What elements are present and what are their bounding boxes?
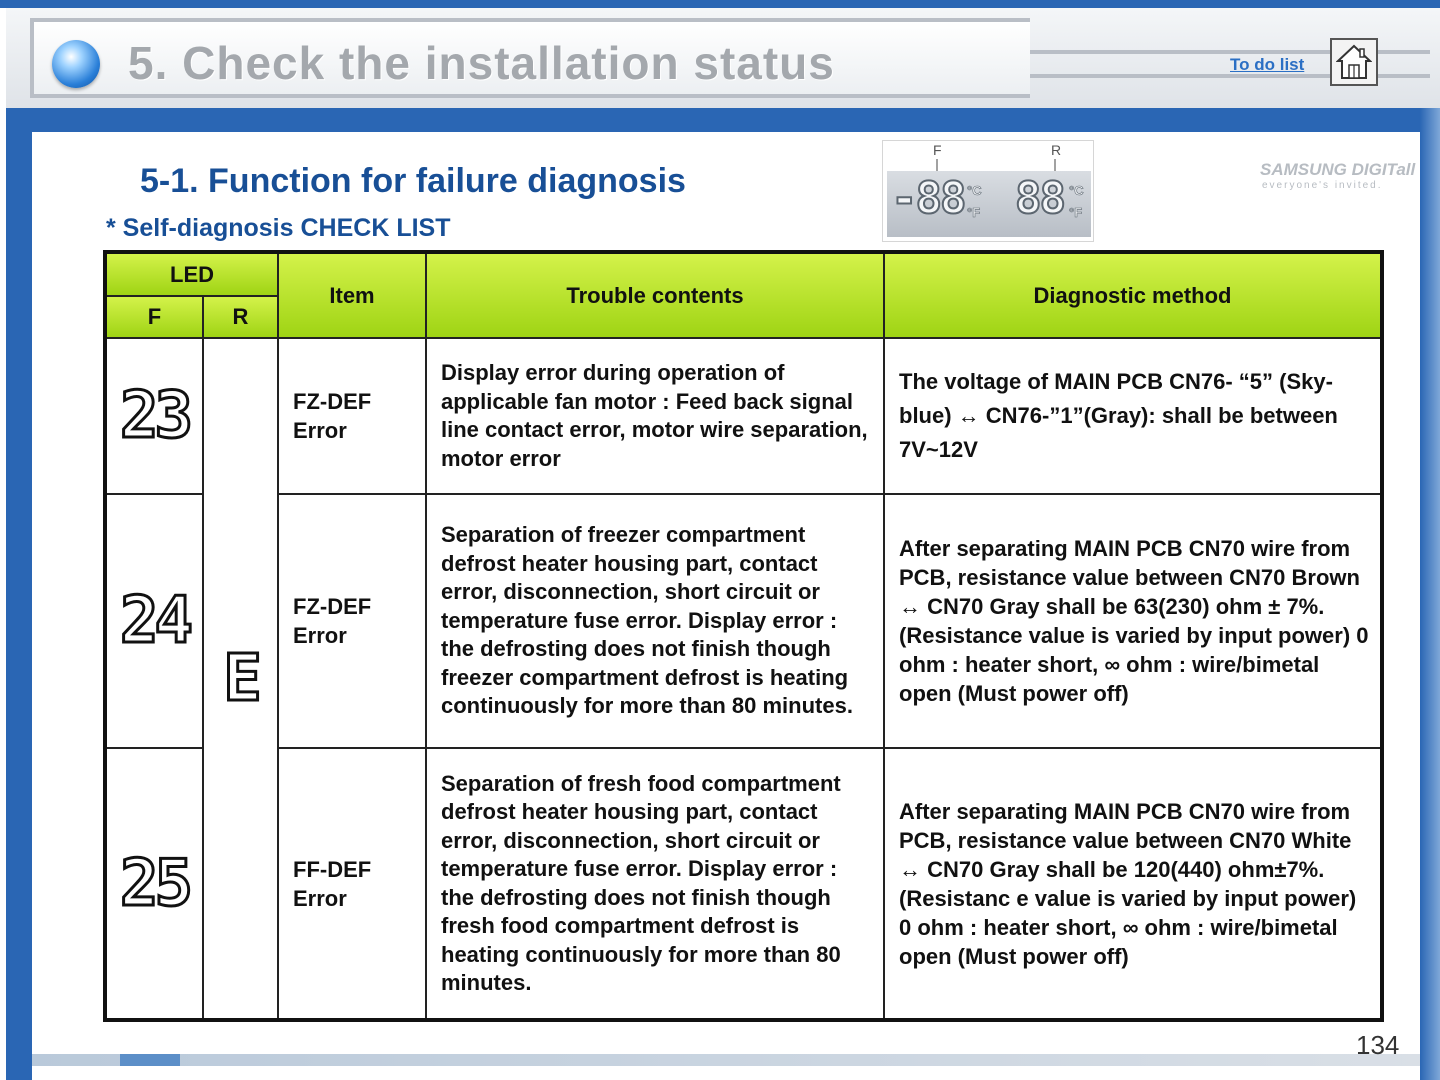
header-led: LED: [105, 252, 278, 296]
item-cell: [278, 494, 426, 748]
title-bullet-icon: [52, 40, 100, 88]
method-cell: The voltage of MAIN PCB CN76- “5” (Sky-blue) ↔ CN76-”1”(Gray): shall be between 7V~12V: [884, 338, 1382, 494]
header-item: Item: [278, 252, 426, 338]
top-band: [0, 0, 1440, 8]
samsung-tagline: everyone's invited.: [1262, 180, 1383, 191]
checklist-label: * Self-diagnosis CHECK LIST: [106, 214, 451, 242]
page-title: 5. Check the installation status: [128, 37, 835, 89]
f-code-cell: [105, 494, 203, 748]
item-type: Error: [293, 418, 347, 443]
header-r: R: [203, 296, 278, 338]
header-f: F: [105, 296, 203, 338]
f-code: 23: [119, 379, 190, 453]
home-icon: [1336, 43, 1372, 81]
home-button[interactable]: [1330, 38, 1378, 86]
item-name: FZ-DEF: [293, 389, 372, 414]
bottom-bar: [32, 1054, 1420, 1066]
todo-list-link[interactable]: To do list: [1230, 55, 1305, 74]
section-title: 5-1. Function for failure diagnosis: [140, 162, 686, 200]
table-row: [105, 748, 1382, 1020]
unit-f-left: °F: [967, 205, 981, 220]
item-cell: [278, 338, 426, 494]
item-type: Error: [293, 623, 347, 648]
unit-f-right: °F: [1069, 205, 1083, 220]
freezer-display: -88: [891, 173, 965, 224]
table-row: [105, 494, 1382, 748]
f-code: 25: [119, 846, 190, 921]
led-display-panel: [882, 140, 1094, 242]
unit-c-left: °C: [967, 183, 982, 198]
trouble-cell: Display error during operation of applicable fan motor : Feed back signal line contact error, motor wire separation, motor error: [426, 338, 884, 494]
trouble-cell: Separation of freezer compartment defrost heater housing part, contact error, disconnection, short circuit or temperature fuse error. Display error : the defrosting does not finish though freezer compartment defrost is heating continuously for more than 80 minutes.: [426, 494, 884, 748]
unit-c-right: °C: [1069, 183, 1084, 198]
fridge-display: 88: [1015, 173, 1064, 224]
page-number: 134: [1356, 1030, 1400, 1060]
item-type: Error: [293, 885, 347, 911]
item-name: FF-DEF: [293, 856, 372, 882]
diagnosis-table: [103, 250, 1384, 1022]
header-method: Diagnostic method: [884, 252, 1382, 338]
f-code: 24: [119, 584, 190, 658]
item-name: FZ-DEF: [293, 594, 372, 619]
trouble-cell: Separation of fresh food compartment defrost heater housing part, contact error, disconnection, short circuit or temperature fuse error. Display error : the defrosting does not finish though fresh food compartment defrost is heating continuously for more than 80 minutes.: [426, 748, 884, 1020]
item-cell: [278, 748, 426, 1020]
r-code-cell: [203, 338, 278, 1020]
f-code-cell: [105, 748, 203, 1020]
table-row: [105, 338, 1382, 494]
samsung-logo: SAMSUNG DIGITall: [1260, 160, 1416, 179]
bottom-bar-accent: [120, 1054, 180, 1066]
led-label-r: R: [1051, 142, 1062, 158]
right-band: [1420, 108, 1440, 1080]
method-cell: After separating MAIN PCB CN70 wire from PCB, resistance value between CN70 White ↔ CN70 Gray shall be 120(440) ohm±7%.(Resistanc e value is varied by input power) 0 ohm : heater short, ∞ ohm : wire/bimetal open (Must power off): [884, 748, 1382, 1020]
header-trouble: Trouble contents: [426, 252, 884, 338]
method-cell: After separating MAIN PCB CN70 wire from PCB, resistance value between CN70 Brown ↔ CN70 Gray shall be 63(230) ohm ± 7%.(Resistance value is varied by input power) 0 ohm : heater short, ∞ ohm : wire/bimetal open (Must power off): [884, 494, 1382, 748]
r-code: E: [223, 641, 258, 716]
f-code-cell: [105, 338, 203, 494]
led-label-f: F: [933, 142, 942, 158]
left-band: [6, 108, 32, 1080]
led-display-face: [887, 171, 1091, 237]
